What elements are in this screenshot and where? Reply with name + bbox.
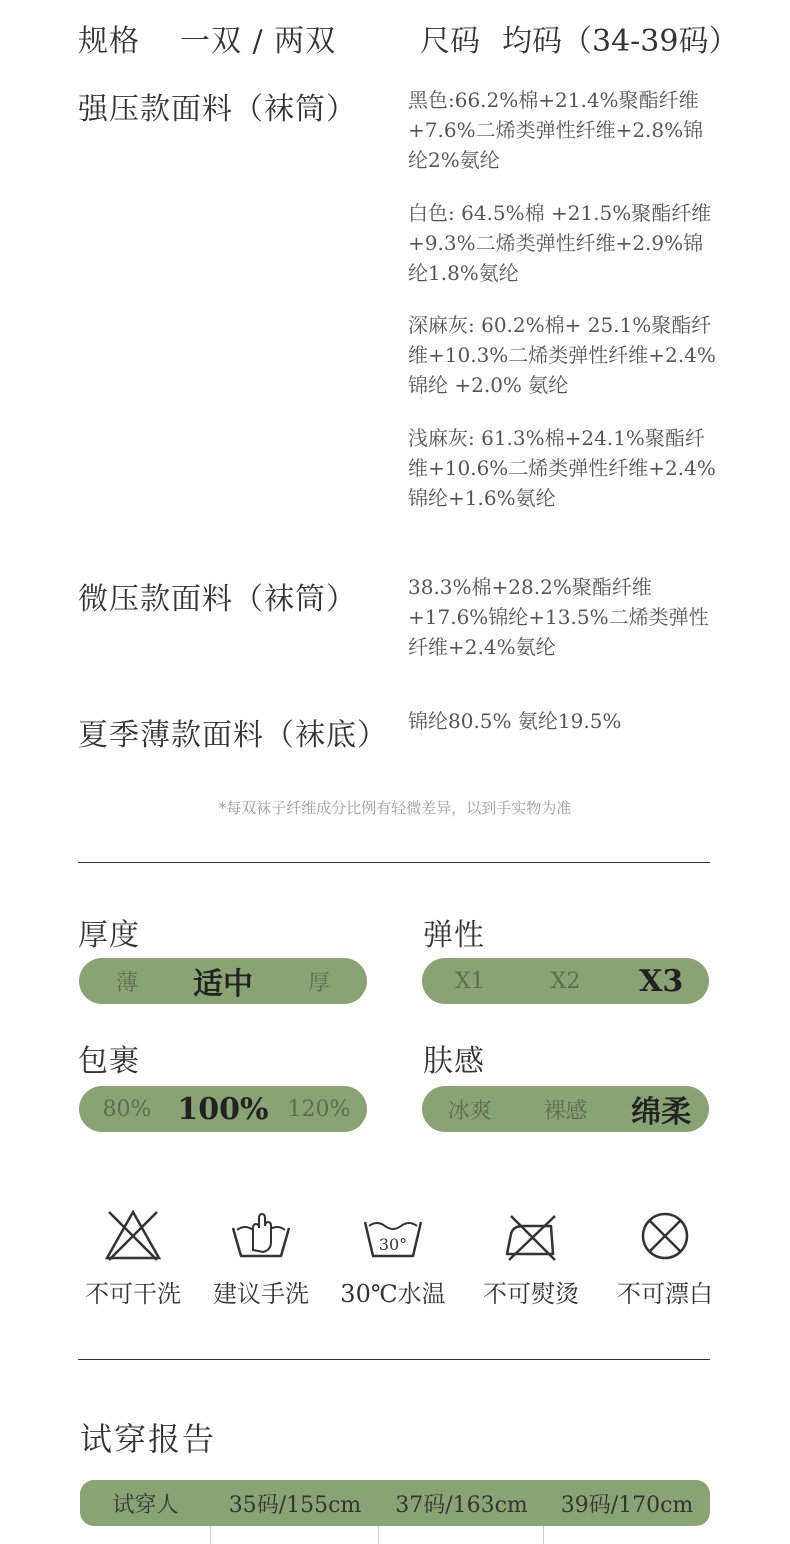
hand-wash-icon <box>231 1208 291 1264</box>
thickness-option: 薄 <box>115 970 138 996</box>
thickness-option-selected: 适中 <box>193 967 253 1002</box>
table-column-divider <box>543 1526 544 1544</box>
size-row <box>420 16 738 60</box>
elasticity-option: X1 <box>455 968 485 994</box>
care-label: 不可干洗 <box>85 1280 181 1308</box>
fabric-label-light: 微压款面料（袜筒） <box>78 582 357 617</box>
care-no-iron <box>466 1208 596 1309</box>
elasticity-option: X2 <box>550 968 581 994</box>
thickness-option: 厚 <box>307 970 330 996</box>
wrap-scale <box>79 1086 367 1132</box>
care-no-bleach <box>600 1208 730 1309</box>
skin-feel-option-selected: 绵柔 <box>631 1095 692 1130</box>
wrap-label: 包裹 <box>78 1044 140 1079</box>
fabric-desc-black: 黑色:66.2%棉+21.4%聚酯纤维+7.6%二烯类弹性纤维+2.8%锦纶2%氨纶 <box>408 88 704 172</box>
no-iron-icon <box>501 1208 561 1264</box>
no-bleach-icon <box>635 1208 695 1264</box>
skin-feel-label: 肤感 <box>423 1044 485 1079</box>
wrap-option: 80% <box>102 1096 152 1122</box>
spec-value: 一双 / 两双 <box>180 24 337 59</box>
thickness-label: 厚度 <box>78 918 140 953</box>
spec-row <box>78 16 336 60</box>
elasticity-scale <box>422 958 709 1004</box>
care-label: 不可熨烫 <box>483 1280 579 1308</box>
fabric-desc-dark-gray: 深麻灰: 60.2%棉+ 25.1%聚酯纤维+10.3%二烯类弹性纤维+2.4%锦纶 +2.0% 氨纶 <box>408 313 716 397</box>
skin-feel-option: 冰爽 <box>447 1098 492 1124</box>
wrap-option-selected: 100% <box>177 1091 269 1127</box>
report-header-cell: 39码/170cm <box>560 1492 694 1518</box>
composition-note: *每双袜子纤维成分比例有轻微差异，以到手实物为准 <box>218 799 572 817</box>
fabric-desc-light: 38.3%棉+28.2%聚酯纤维+17.6%锦纶+13.5%二烯类弹性纤维+2.4%氨纶 <box>408 575 709 659</box>
spec-label: 规格 <box>78 24 140 59</box>
report-header-cell: 37码/163cm <box>395 1492 528 1518</box>
divider <box>78 1359 710 1360</box>
skin-feel-scale <box>422 1086 709 1132</box>
care-wash-30 <box>328 1208 458 1309</box>
fabric-desc-light-gray: 浅麻灰: 61.3%棉+24.1%聚酯纤维+10.6%二烯类弹性纤维+2.4%锦纶+1.6%氨纶 <box>408 426 716 510</box>
care-label: 不可漂白 <box>617 1280 713 1308</box>
fabric-desc-summer: 锦纶80.5% 氨纶19.5% <box>408 709 622 733</box>
divider <box>78 862 710 863</box>
fabric-desc-white: 白色: 64.5%棉 +21.5%聚酯纤维+9.3%二烯类弹性纤维+2.9%锦纶1.8%氨纶 <box>408 201 712 285</box>
thickness-scale <box>79 958 367 1004</box>
care-label: 建议手洗 <box>213 1280 309 1308</box>
no-dry-clean-icon <box>103 1208 163 1264</box>
report-header-cell: 试穿人 <box>112 1492 179 1518</box>
care-no-dry-clean <box>68 1208 198 1309</box>
report-header-cell: 35码/155cm <box>228 1492 362 1518</box>
table-column-divider <box>210 1526 211 1544</box>
fabric-label-summer: 夏季薄款面料（袜底） <box>78 718 388 753</box>
fabric-label-strong: 强压款面料（袜筒） <box>78 92 357 127</box>
skin-feel-option: 裸感 <box>543 1098 588 1124</box>
report-title: 试穿报告 <box>80 1420 217 1458</box>
wash-temperature-badge: 30° <box>378 1235 408 1254</box>
size-value: 均码（34-39码） <box>502 24 739 59</box>
wash-30-icon <box>363 1208 423 1264</box>
table-column-divider <box>378 1526 379 1544</box>
wrap-option: 120% <box>287 1096 351 1122</box>
care-hand-wash <box>196 1208 326 1309</box>
elasticity-label: 弹性 <box>423 918 485 953</box>
elasticity-option-selected: X3 <box>639 963 684 999</box>
size-label: 尺码 <box>420 24 480 59</box>
report-table-header <box>80 1480 710 1526</box>
care-label: 30℃水温 <box>340 1280 446 1308</box>
